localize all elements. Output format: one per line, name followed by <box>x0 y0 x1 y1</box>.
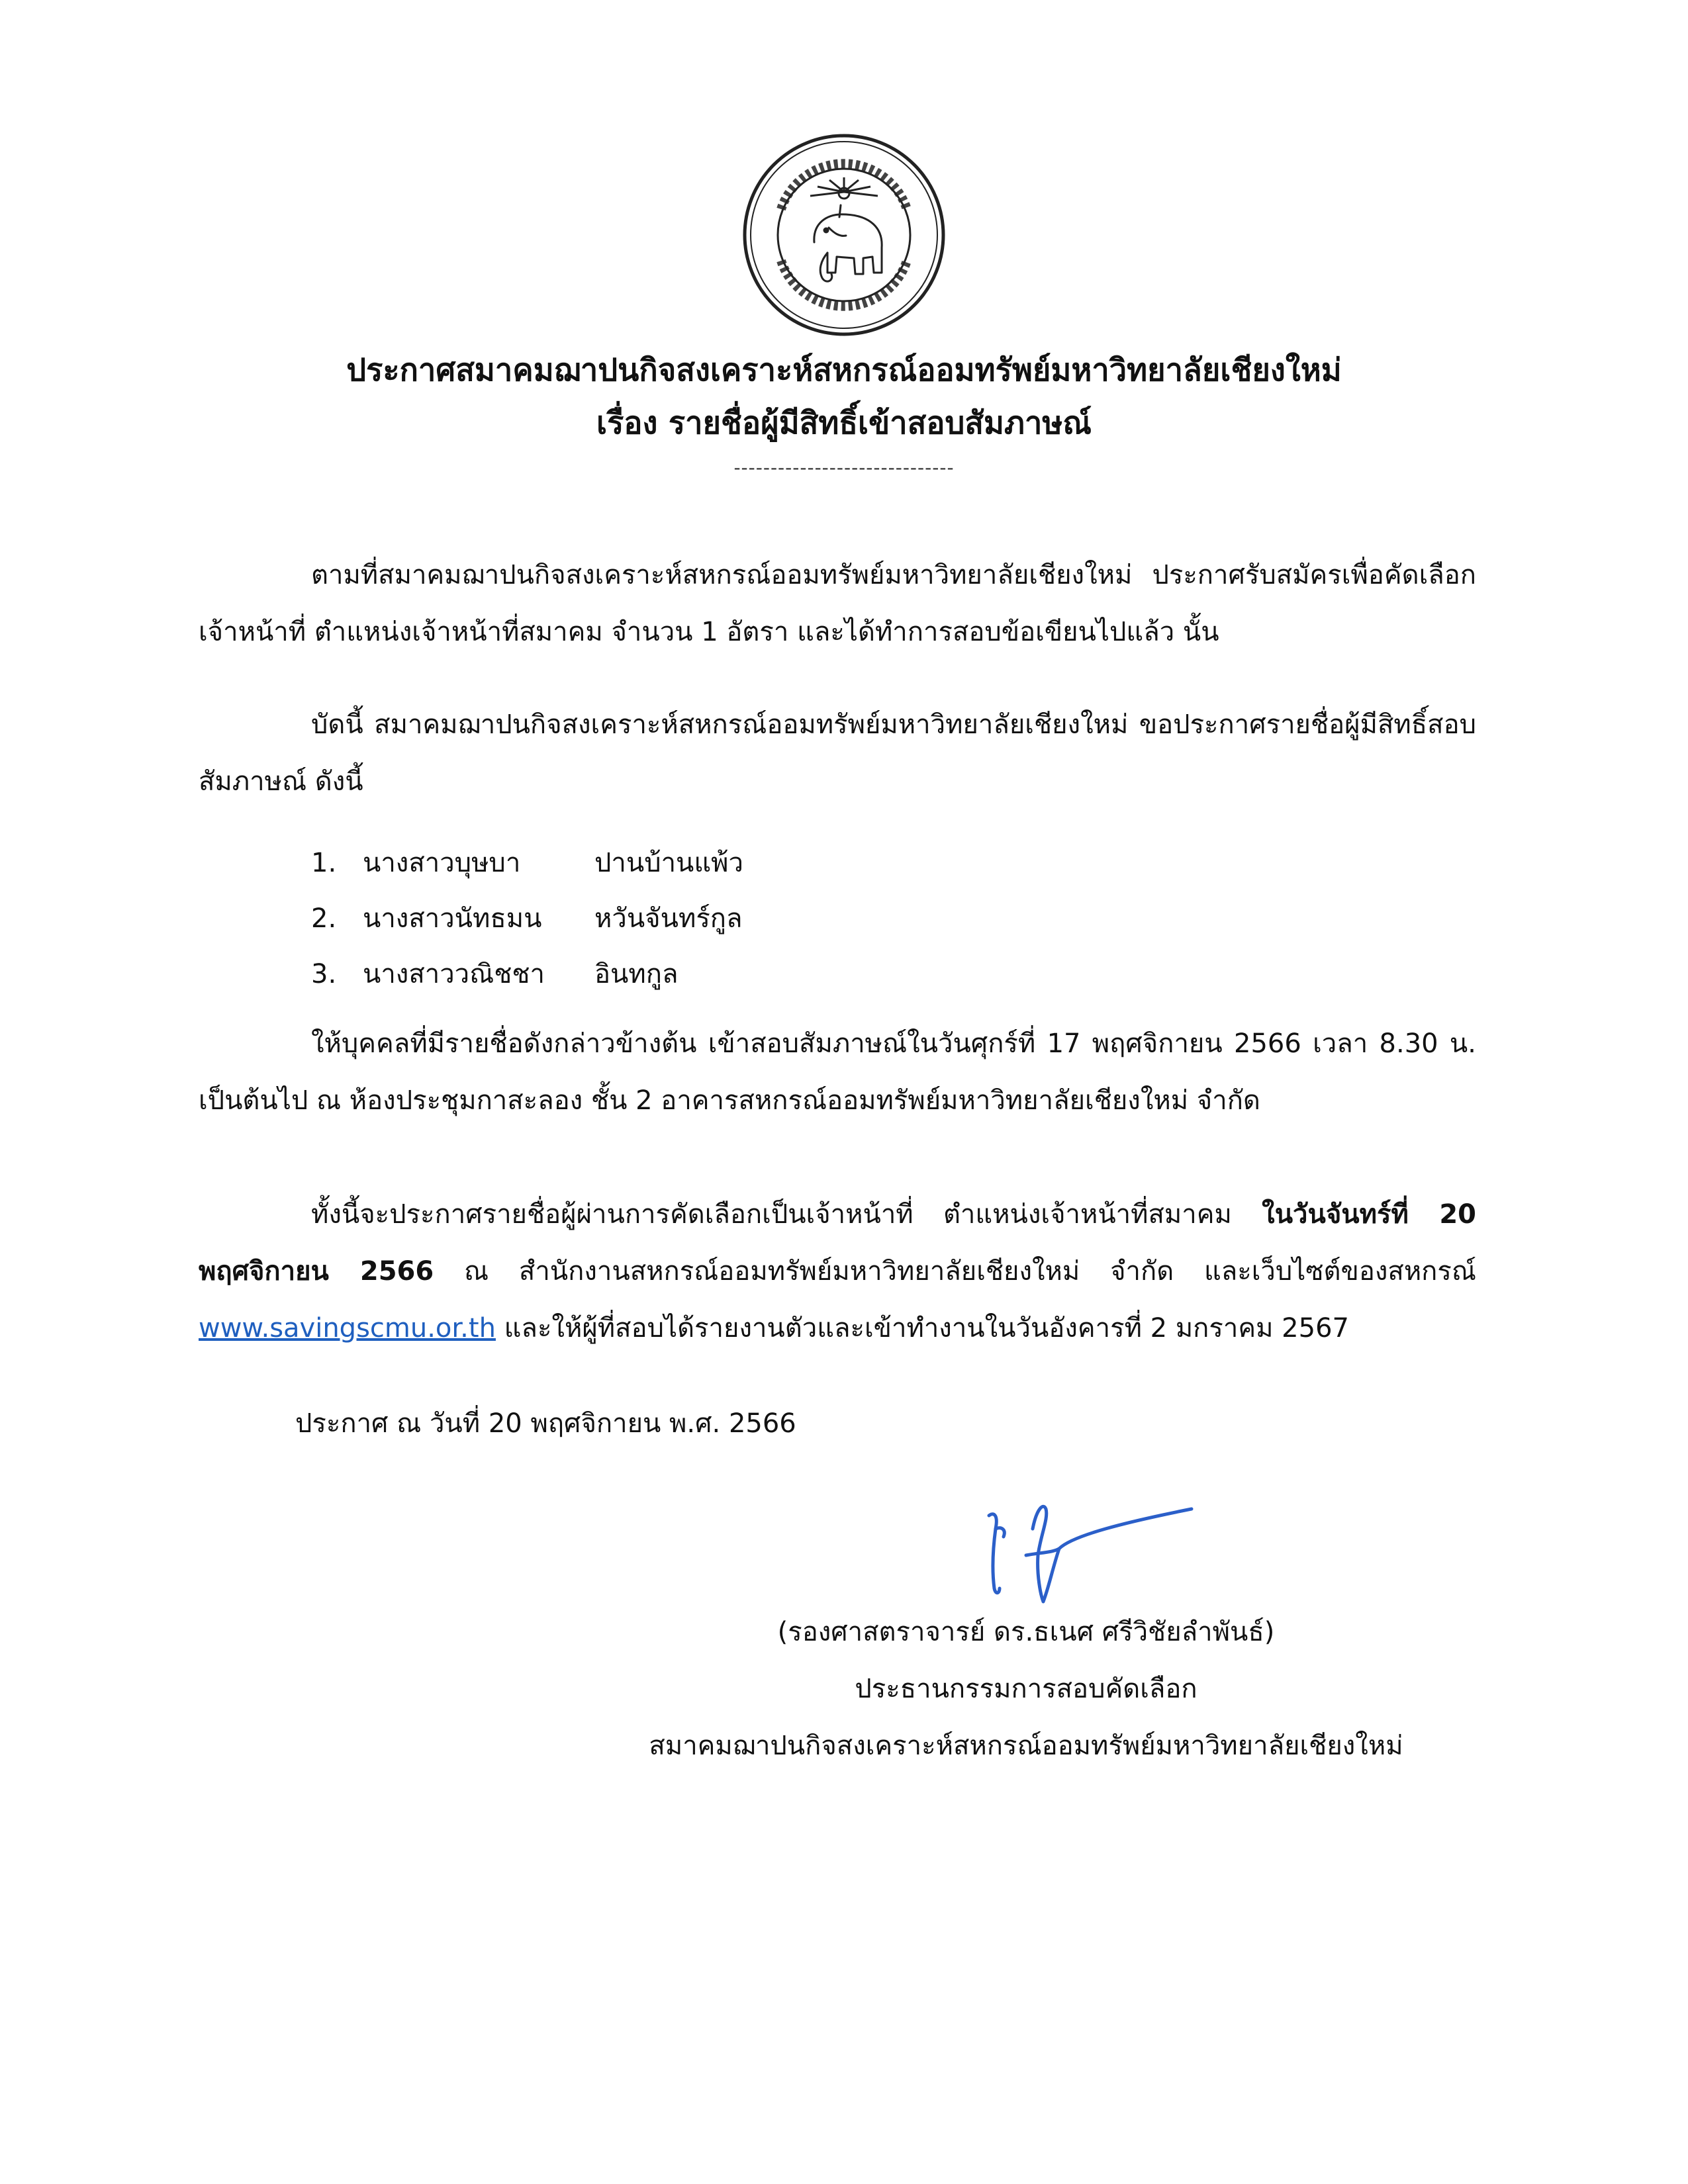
association-seal-icon <box>740 131 948 339</box>
candidate-first-name: นางสาวนัทธมน <box>363 903 542 934</box>
candidate-first-name: นางสาวบุษบา <box>363 848 521 878</box>
candidate-number: 3. <box>311 959 337 989</box>
interview-schedule-paragraph <box>199 1015 1476 1129</box>
result-paragraph-text-1: ทั้งนี้จะประกาศรายชื่อผู้ผ่านการคัดเลือกเป็นเจ้าหน้าที่ ตำแหน่งเจ้าหน้าที่สมาคม <box>311 1199 1262 1230</box>
result-paragraph-text-2: ณ สำนักงานสหกรณ์ออมทรัพย์มหาวิทยาลัยเชียงใหม่ จำกัด และเว็บไซต์ของสหกรณ์ <box>434 1256 1476 1287</box>
candidate-first-name: นางสาววณิชชา <box>363 959 545 989</box>
candidate-number: 1. <box>311 848 337 878</box>
signer-position: ประธานกรรมการสอบคัดเลือก <box>855 1674 1197 1704</box>
intro-paragraph-text: ตามที่สมาคมฌาปนกิจสงเคราะห์สหกรณ์ออมทรัพย์มหาวิทยาลัยเชียงใหม่ ประกาศรับสมัครเพื่อคัดเลือกเจ้าหน้าที่ ตำแหน่งเจ้าหน้าที่สมาคม จำนวน 1 อัตรา และได้ทำการสอบข้อเขียนไปแล้ว นั้น <box>199 560 1476 647</box>
candidate-list <box>311 835 743 1002</box>
result-paragraph-text-3: และให้ผู้ที่สอบได้รายงานตัวและเข้าทำงานในวันอังคารที่ 2 มกราคม 2567 <box>495 1313 1349 1343</box>
announcement-paragraph <box>199 696 1476 810</box>
candidate-last-name: ปานบ้านแพ้ว <box>594 848 743 878</box>
association-seal <box>740 131 948 339</box>
title-divider: ------------------------------ <box>733 457 955 478</box>
website-link[interactable]: www.savingscmu.or.th <box>199 1313 496 1343</box>
announcement-title: ประกาศสมาคมฌาปนกิจสงเคราะห์สหกรณ์ออมทรัพย์มหาวิทยาลัยเชียงใหม่ <box>346 352 1342 388</box>
intro-paragraph <box>199 547 1476 660</box>
handwritten-signature-icon <box>980 1489 1198 1608</box>
announcement-date: ประกาศ ณ วันที่ 20 พฤศจิกายน พ.ศ. 2566 <box>295 1408 796 1439</box>
candidate-last-name: หวันจันทร์กูล <box>594 903 743 934</box>
signer-organization: สมาคมฌาปนกิจสงเคราะห์สหกรณ์ออมทรัพย์มหาวิทยาลัยเชียงใหม่ <box>649 1731 1403 1761</box>
signature <box>980 1489 1198 1608</box>
list-item <box>311 946 743 1002</box>
interview-schedule-text: ให้บุคคลที่มีรายชื่อดังกล่าวข้างต้น เข้าสอบสัมภาษณ์ในวันศุกร์ที่ 17 พฤศจิกายน 2566 เวลา 8.30 น. เป็นต้นไป ณ ห้องประชุมกาสะลอง ชั้น 2 อาคารสหกรณ์ออมทรัพย์มหาวิทยาลัยเชียงใหม่ จำกัด <box>199 1028 1476 1116</box>
list-item <box>311 835 743 891</box>
list-item <box>311 891 743 946</box>
result-announcement-paragraph <box>199 1186 1476 1357</box>
result-date-bold: ในวันจันทร์ที่ 20 พฤศจิกายน 2566 <box>199 1199 1476 1287</box>
announcement-subject: เรื่อง รายชื่อผู้มีสิทธิ์เข้าสอบสัมภาษณ์ <box>596 405 1092 441</box>
candidate-number: 2. <box>311 903 337 934</box>
signer-name: (รองศาสตราจารย์ ดร.ธเนศ ศรีวิชัยลำพันธ์) <box>777 1617 1275 1647</box>
candidate-last-name: อินทกูล <box>594 959 679 989</box>
announcement-paragraph-text: บัดนี้ สมาคมฌาปนกิจสงเคราะห์สหกรณ์ออมทรัพย์มหาวิทยาลัยเชียงใหม่ ขอประกาศรายชื่อผู้มีสิทธิ์สอบสัมภาษณ์ ดังนี้ <box>199 709 1476 797</box>
